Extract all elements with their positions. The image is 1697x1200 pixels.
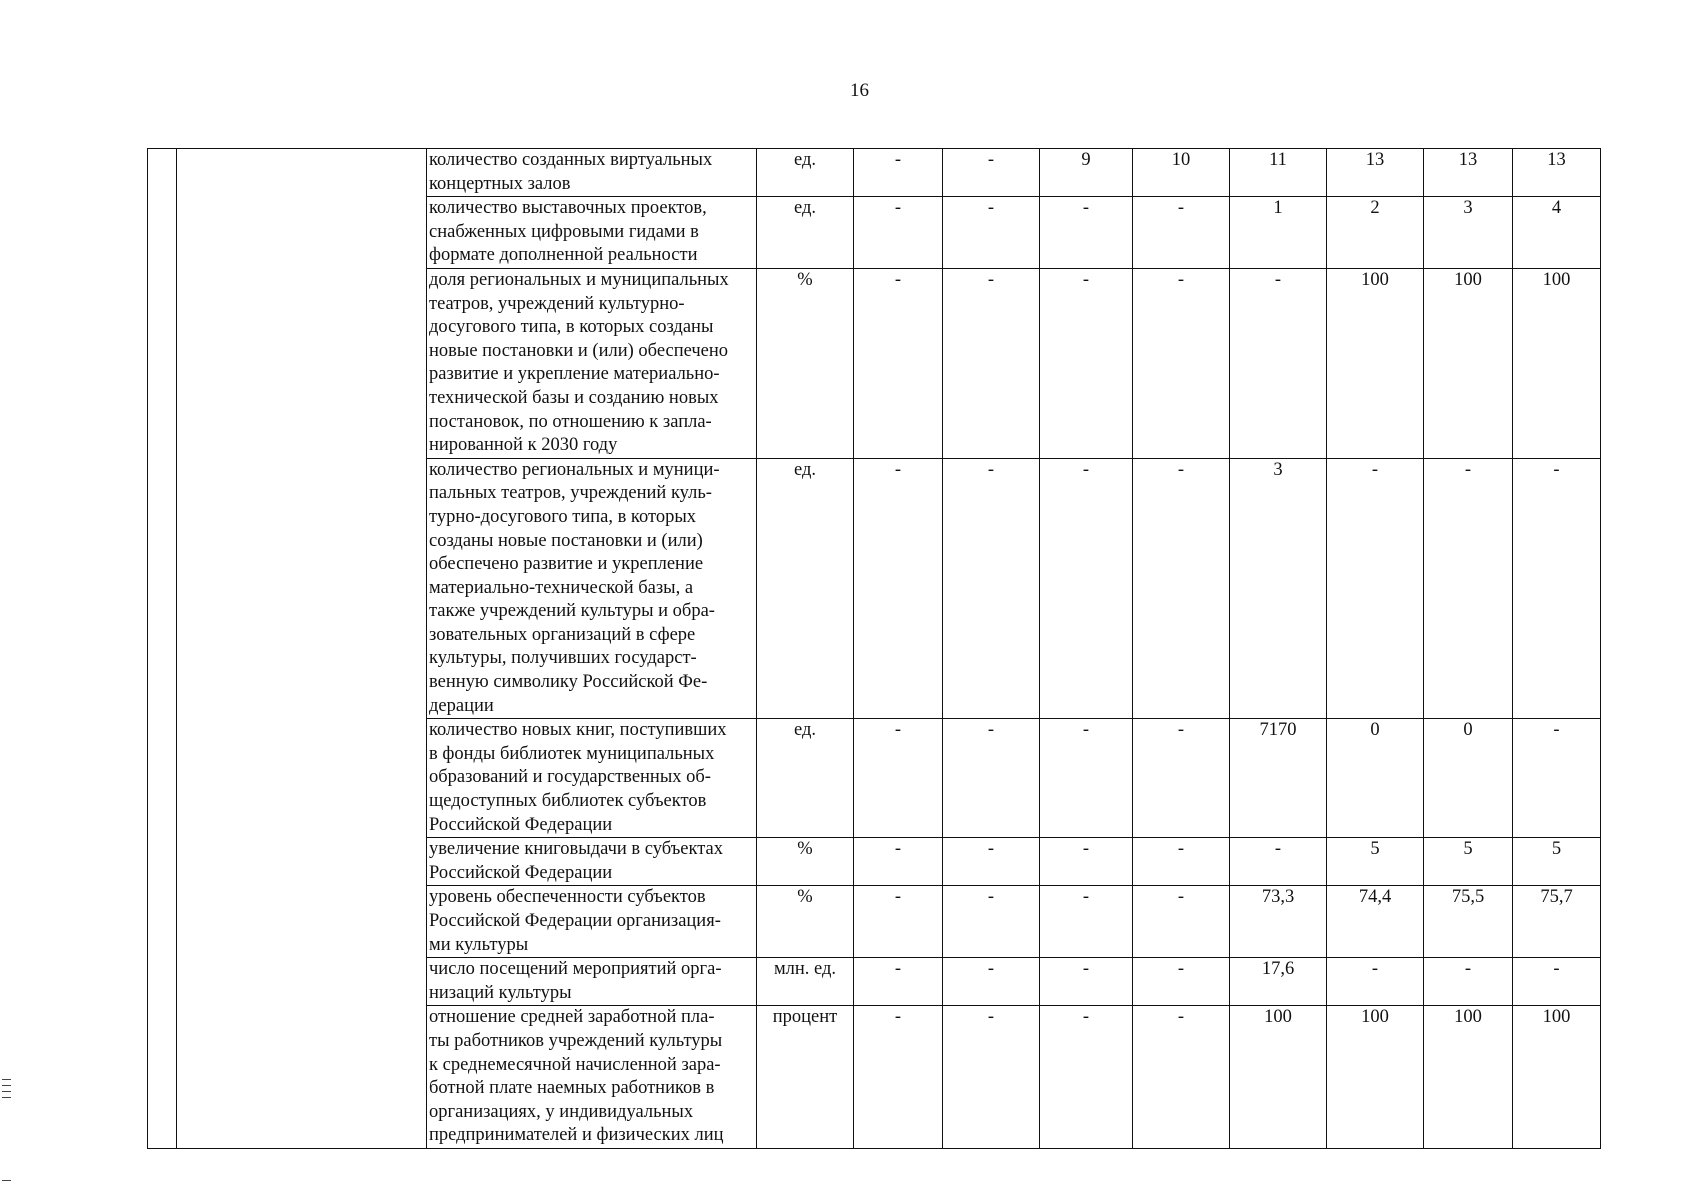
value-cell: 100 <box>1327 268 1424 458</box>
value-cell: - <box>1040 1006 1133 1149</box>
unit-cell: ед. <box>757 719 854 838</box>
indicator-cell: увеличение книговыдачи в субъектах Российской Федерации <box>427 838 757 886</box>
unit-cell: % <box>757 886 854 958</box>
value-cell: 1 <box>1230 197 1327 269</box>
value-cell: - <box>854 719 943 838</box>
value-cell: 13 <box>1327 149 1424 197</box>
value-cell: - <box>943 197 1040 269</box>
value-cell: 0 <box>1424 719 1513 838</box>
value-cell: - <box>1133 197 1230 269</box>
value-cell: - <box>943 149 1040 197</box>
table-row <box>148 149 1601 197</box>
unit-cell: % <box>757 268 854 458</box>
value-cell: - <box>1513 458 1601 719</box>
edge-mark <box>2 1085 11 1086</box>
value-cell: - <box>854 958 943 1006</box>
value-cell: - <box>943 1006 1040 1149</box>
value-cell: - <box>1040 958 1133 1006</box>
edge-mark <box>2 1097 11 1098</box>
value-cell: - <box>1513 958 1601 1006</box>
value-cell: 100 <box>1424 1006 1513 1149</box>
value-cell: - <box>854 149 943 197</box>
indicator-cell: количество выставочных проектов, снабженных цифровыми гидами в формате дополненной реальности <box>427 197 757 269</box>
value-cell: - <box>943 458 1040 719</box>
value-cell: - <box>1133 886 1230 958</box>
value-cell: - <box>1040 458 1133 719</box>
value-cell: 3 <box>1230 458 1327 719</box>
unit-cell: % <box>757 838 854 886</box>
value-cell: - <box>1424 958 1513 1006</box>
unit-cell: ед. <box>757 458 854 719</box>
indicator-cell: количество созданных виртуальных концертных залов <box>427 149 757 197</box>
project-name-cell <box>177 149 427 1149</box>
value-cell: 4 <box>1513 197 1601 269</box>
value-cell: - <box>1040 838 1133 886</box>
indicator-cell: число посещений мероприятий орга- низаций культуры <box>427 958 757 1006</box>
value-cell: - <box>854 838 943 886</box>
value-cell: - <box>1133 838 1230 886</box>
value-cell: - <box>854 1006 943 1149</box>
indicator-cell: уровень обеспеченности субъектов Российской Федерации организация- ми культуры <box>427 886 757 958</box>
value-cell: - <box>1424 458 1513 719</box>
value-cell: - <box>1133 719 1230 838</box>
edge-mark <box>2 1091 11 1092</box>
table-body <box>148 149 1601 1149</box>
value-cell: 74,4 <box>1327 886 1424 958</box>
value-cell: 9 <box>1040 149 1133 197</box>
value-cell: - <box>1327 458 1424 719</box>
value-cell: 75,5 <box>1424 886 1513 958</box>
value-cell: - <box>854 268 943 458</box>
value-cell: - <box>1327 958 1424 1006</box>
value-cell: - <box>1040 719 1133 838</box>
page-number: 16 <box>850 80 869 101</box>
value-cell: 100 <box>1327 1006 1424 1149</box>
indicator-cell: отношение средней заработной пла- ты работников учреждений культуры к среднемесячной начисленной зара- ботной плате наемных работников в организациях, у индивидуальных предпринимателей и физических лиц <box>427 1006 757 1149</box>
value-cell: - <box>943 958 1040 1006</box>
value-cell: - <box>1133 958 1230 1006</box>
value-cell: 5 <box>1424 838 1513 886</box>
value-cell: - <box>1230 268 1327 458</box>
indicators-table <box>147 148 1601 1149</box>
value-cell: 5 <box>1327 838 1424 886</box>
value-cell: - <box>854 886 943 958</box>
value-cell: 100 <box>1513 1006 1601 1149</box>
value-cell: - <box>1230 838 1327 886</box>
value-cell: 100 <box>1513 268 1601 458</box>
indicator-cell: количество региональных и муници- пальных театров, учреждений куль- турно-досугового типа, в которых созданы новые постановки и (или) обеспечено развитие и укрепление материально-технической базы, а также учреждений культуры и обра- зовательных организаций в сфере культуры, получивших государст- венную символику Российской Фе- дерации <box>427 458 757 719</box>
value-cell: - <box>854 197 943 269</box>
value-cell: 13 <box>1424 149 1513 197</box>
value-cell: 13 <box>1513 149 1601 197</box>
value-cell: 11 <box>1230 149 1327 197</box>
unit-cell: ед. <box>757 149 854 197</box>
value-cell: 100 <box>1230 1006 1327 1149</box>
value-cell: 5 <box>1513 838 1601 886</box>
value-cell: 0 <box>1327 719 1424 838</box>
value-cell: - <box>1040 886 1133 958</box>
value-cell: - <box>943 886 1040 958</box>
indicator-cell: доля региональных и муниципальных театров, учреждений культурно- досугового типа, в которых созданы новые постановки и (или) обеспечено развитие и укрепление материально- технической базы и созданию новых постановок, по отношению к запла- нированной к 2030 году <box>427 268 757 458</box>
value-cell: - <box>854 458 943 719</box>
value-cell: 73,3 <box>1230 886 1327 958</box>
value-cell: 10 <box>1133 149 1230 197</box>
unit-cell: ед. <box>757 197 854 269</box>
value-cell: - <box>943 268 1040 458</box>
value-cell: - <box>1133 458 1230 719</box>
value-cell: - <box>1040 268 1133 458</box>
value-cell: 100 <box>1424 268 1513 458</box>
edge-mark <box>2 1079 11 1080</box>
value-cell: - <box>1040 197 1133 269</box>
indicator-cell: количество новых книг, поступивших в фонды библиотек муниципальных образований и государственных об- щедоступных библиотек субъектов Российской Федерации <box>427 719 757 838</box>
value-cell: - <box>1133 268 1230 458</box>
value-cell: - <box>943 719 1040 838</box>
unit-cell: млн. ед. <box>757 958 854 1006</box>
value-cell: 7170 <box>1230 719 1327 838</box>
value-cell: - <box>1133 1006 1230 1149</box>
row-number-cell <box>148 149 177 1149</box>
value-cell: - <box>943 838 1040 886</box>
unit-cell: процент <box>757 1006 854 1149</box>
value-cell: 75,7 <box>1513 886 1601 958</box>
edge-mark <box>2 1180 11 1181</box>
value-cell: 3 <box>1424 197 1513 269</box>
value-cell: 17,6 <box>1230 958 1327 1006</box>
value-cell: - <box>1513 719 1601 838</box>
value-cell: 2 <box>1327 197 1424 269</box>
